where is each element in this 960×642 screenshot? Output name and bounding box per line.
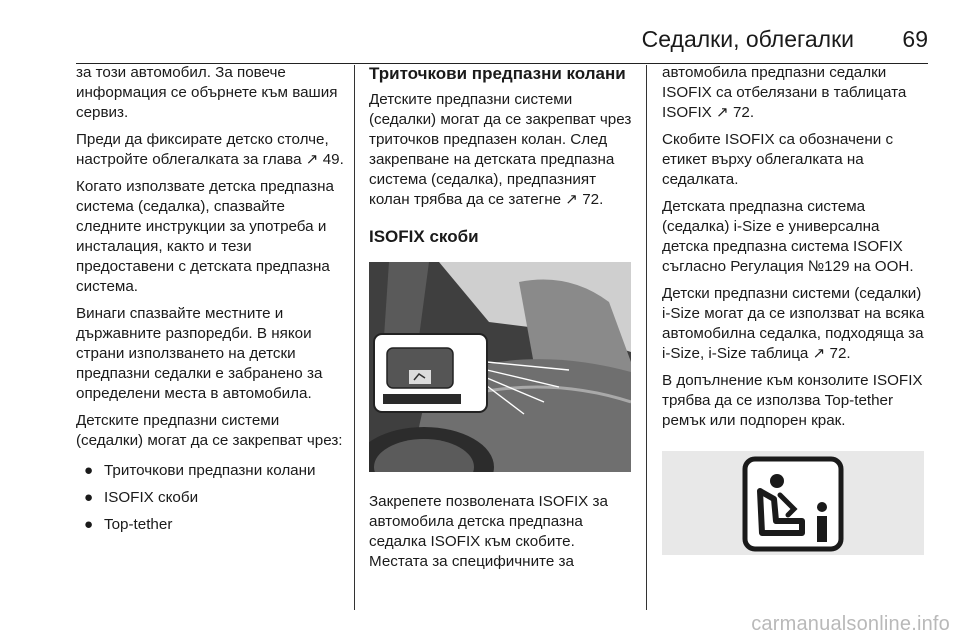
bullet-icon: ● [84,489,94,506]
list-item: ● ISOFIX скоби [84,489,199,506]
paragraph: за този автомобил. За повече информация се обърнете към вашия сервиз. [76,64,338,121]
list-item: ● Top-tether [84,516,173,533]
bullet-icon: ● [84,516,94,533]
paragraph: автомобила предпазни седалки ISOFIX са отбелязани в таблицата ISOFIX ↗ 72. [662,64,907,121]
paragraph: Винаги спазвайте местните и държавните разпоредби. В някои страни използването на детски предпазни седалки е забранено за определени места в автомобила. [76,305,323,402]
section-heading: ISOFIX скоби [369,227,479,246]
bullet-list [76,461,346,535]
column-left [76,63,346,542]
paragraph: Преди да фиксирате детско столче, настройте облегалката за глава ↗ 49. [76,131,344,168]
bullet-icon: ● [84,462,94,479]
paragraph: Детските предпазни системи (седалки) могат да се закрепват чрез триточков предпазен колан. След закрепване на детската предпазна система (седалка), предпазният колан трябва да се затегне ↗ 72. [369,91,632,208]
paragraph: Закрепете позволената ISOFIX за автомобила детска предпазна седалка ISOFIX към скобите. Местата за специфичните за [369,493,608,570]
paragraph: Скобите ISOFIX са обозначени с етикет върху облегалката на седалката. [662,131,894,188]
page-title: Седалки, облегалки [641,26,854,52]
paragraph: Детската предпазна система (седалка) i-Size е универсална детска предпазна система ISOFIX съгласно Регулация №129 на ООН. [662,198,914,275]
page-number: 69 [902,26,928,52]
section-heading: Триточкови предпазни колани [369,64,626,83]
column-divider [646,65,647,610]
paragraph: Детските предпазни системи (седалки) могат да се закрепват чрез: [76,412,343,449]
isofix-brackets-photo [369,262,631,472]
page-header [76,22,928,54]
list-item: ● Триточкови предпазни колани [84,462,316,479]
watermark: carmanualsonline.info [751,613,950,635]
column-middle [369,63,635,579]
column-divider [354,65,355,610]
paragraph: Детски предпазни системи (седалки) i-Size могат да се използват на всяка автомобилна седалка, подходяща за i-Size, i-Size таблица ↗ 72. [662,285,925,362]
paragraph: В допълнение към конзолите ISOFIX трябва да се използва Top-tether ремък или подпорен крак. [662,372,923,429]
column-right [662,63,930,555]
paragraph: Когато използвате детска предпазна система (седалка), спазвайте следните инструкции за употреба и инсталация, както и тези предоставени с детската предпазна система. [76,178,334,295]
i-size-label-icon [662,451,924,555]
